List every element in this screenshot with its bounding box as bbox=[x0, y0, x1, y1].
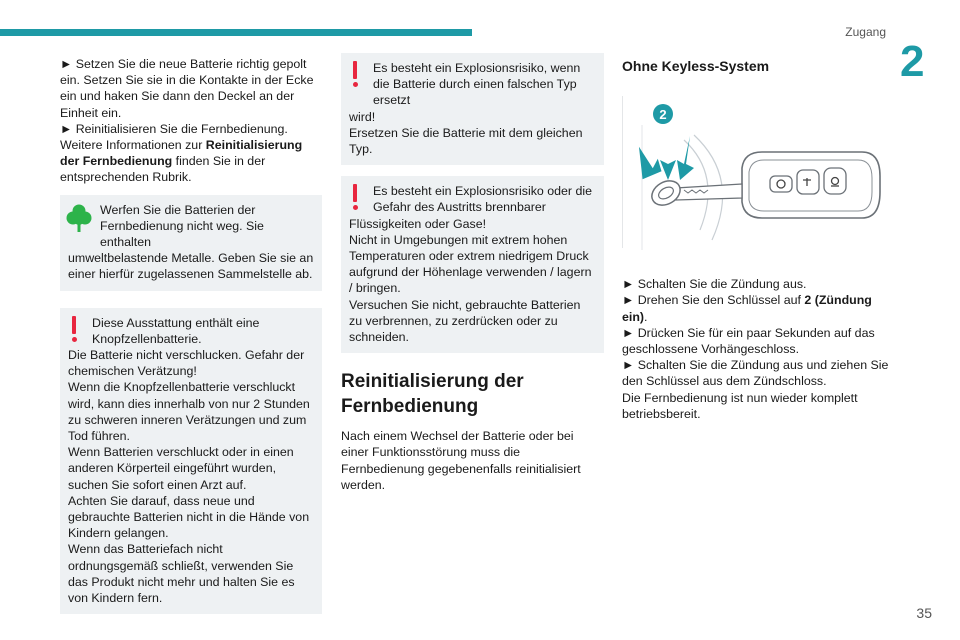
position-badge: 2 bbox=[659, 107, 667, 123]
eco-note bbox=[60, 195, 322, 291]
warning-line: Achten Sie darauf, dass neue und gebrauchte Batterien nicht in die Hände von Kindern gelangen. bbox=[68, 493, 310, 541]
step-ignition-off: ► Schalten Sie die Zündung aus. bbox=[622, 277, 807, 292]
eco-note-lead: Werfen Sie die Batterien der Fernbedienung nicht weg. Sie enthalten bbox=[100, 202, 264, 250]
warning-line: Nicht in Umgebungen mit extrem hohen Temperaturen oder extrem niedrigem Druck aufgrund der Höhenlage verwenden / lagern / bringen. bbox=[349, 232, 592, 296]
flammable-warning-note bbox=[341, 176, 604, 353]
warning-icon bbox=[69, 316, 79, 342]
warning-lead: Diese Ausstattung enthält eine Knopfzellenbatterie. bbox=[92, 315, 260, 346]
section-title: Zugang bbox=[845, 25, 886, 39]
page-number: 35 bbox=[916, 605, 932, 621]
step-press-lock: ► Drücken Sie für ein paar Sekunden auf das geschlossene Vorhängeschloss. bbox=[622, 325, 875, 357]
result-text: Die Fernbedienung ist nun wieder komplett betriebsbereit. bbox=[622, 390, 858, 421]
battery-warning-note bbox=[60, 308, 322, 615]
warning-line: Ersetzen Sie die Batterie mit dem gleichen Typ. bbox=[349, 125, 583, 157]
subsection-heading: Ohne Keyless-System bbox=[622, 58, 770, 74]
step-turn-key: ► Drehen Sie den Schlüssel auf 2 (Zündung ein). bbox=[622, 293, 872, 324]
column-middle bbox=[341, 53, 604, 493]
section-heading: Reinitialisierung der Fernbedienung bbox=[341, 371, 524, 418]
step-insert-battery: ► Setzen Sie die neue Batterie richtig gepolt ein. Setzen Sie sie in die Kontakte in der Ecke ein und haken Sie dann den Deckel an der Einheit ein. bbox=[60, 57, 314, 120]
eco-note-text: umweltbelastende Metalle. Geben Sie sie an einer hierfür zugelassenen Sammelstelle ab. bbox=[68, 251, 314, 282]
explosion-warning-note bbox=[341, 53, 604, 165]
step-remove-key: ► Schalten Sie die Zündung aus und ziehen Sie den Schlüssel aus dem Zündschloss. bbox=[622, 358, 889, 389]
warning-line: wird! bbox=[349, 109, 376, 124]
section-body: Nach einem Wechsel der Batterie oder bei einer Funktionsstörung muss die Fernbedienung gegebenenfalls reinitialisiert werden. bbox=[341, 429, 581, 492]
reference-link-text: Reinitialisierung der Fernbedienung bbox=[60, 138, 303, 169]
tree-eco-icon bbox=[66, 203, 92, 233]
warning-line: Wenn das Batteriefach nicht ordnungsgemäß schließt, verwenden Sie das Produkt nicht mehr und halten Sie es von Kindern fern. bbox=[68, 542, 295, 606]
warning-lead: Es besteht ein Explosionsrisiko, wenn die Batterie durch einen falschen Typ ersetzt bbox=[373, 61, 581, 108]
chapter-number: 2 bbox=[900, 37, 925, 86]
warning-lead: Es besteht ein Explosionsrisiko oder die Gefahr des Austritts brennbarer bbox=[373, 184, 593, 215]
key-illustration bbox=[622, 80, 890, 252]
step-reinitialize: ► Reinitialisieren Sie die Fernbedienung. bbox=[60, 121, 288, 136]
warning-line: Wenn Batterien verschluckt oder in einen anderen Körperteil eingeführt wurden, suchen Sie sofort einen Arzt auf. bbox=[68, 445, 294, 492]
info-reference: Weitere Informationen zur Reinitialisierung der Fernbedienung finden Sie in der entsprechenden Rubrik. bbox=[60, 138, 303, 185]
column-right bbox=[622, 58, 892, 422]
warning-line: Flüssigkeiten oder Gase! bbox=[349, 216, 487, 231]
warning-icon bbox=[350, 61, 360, 87]
warning-icon bbox=[350, 184, 360, 210]
warning-line: Wenn die Knopfzellenbatterie verschluckt wird, kann dies innerhalb von nur 2 Stunden zu schweren inneren Verätzungen und zum Tod führen. bbox=[68, 380, 310, 444]
warning-line: Die Batterie nicht verschlucken. Gefahr der chemischen Verätzung! bbox=[68, 348, 305, 379]
column-left bbox=[60, 56, 322, 614]
header-accent-bar bbox=[0, 29, 472, 36]
warning-line: Versuchen Sie nicht, gebrauchte Batterien zu verbrennen, zu zerdrücken oder zu schneiden. bbox=[349, 297, 581, 345]
